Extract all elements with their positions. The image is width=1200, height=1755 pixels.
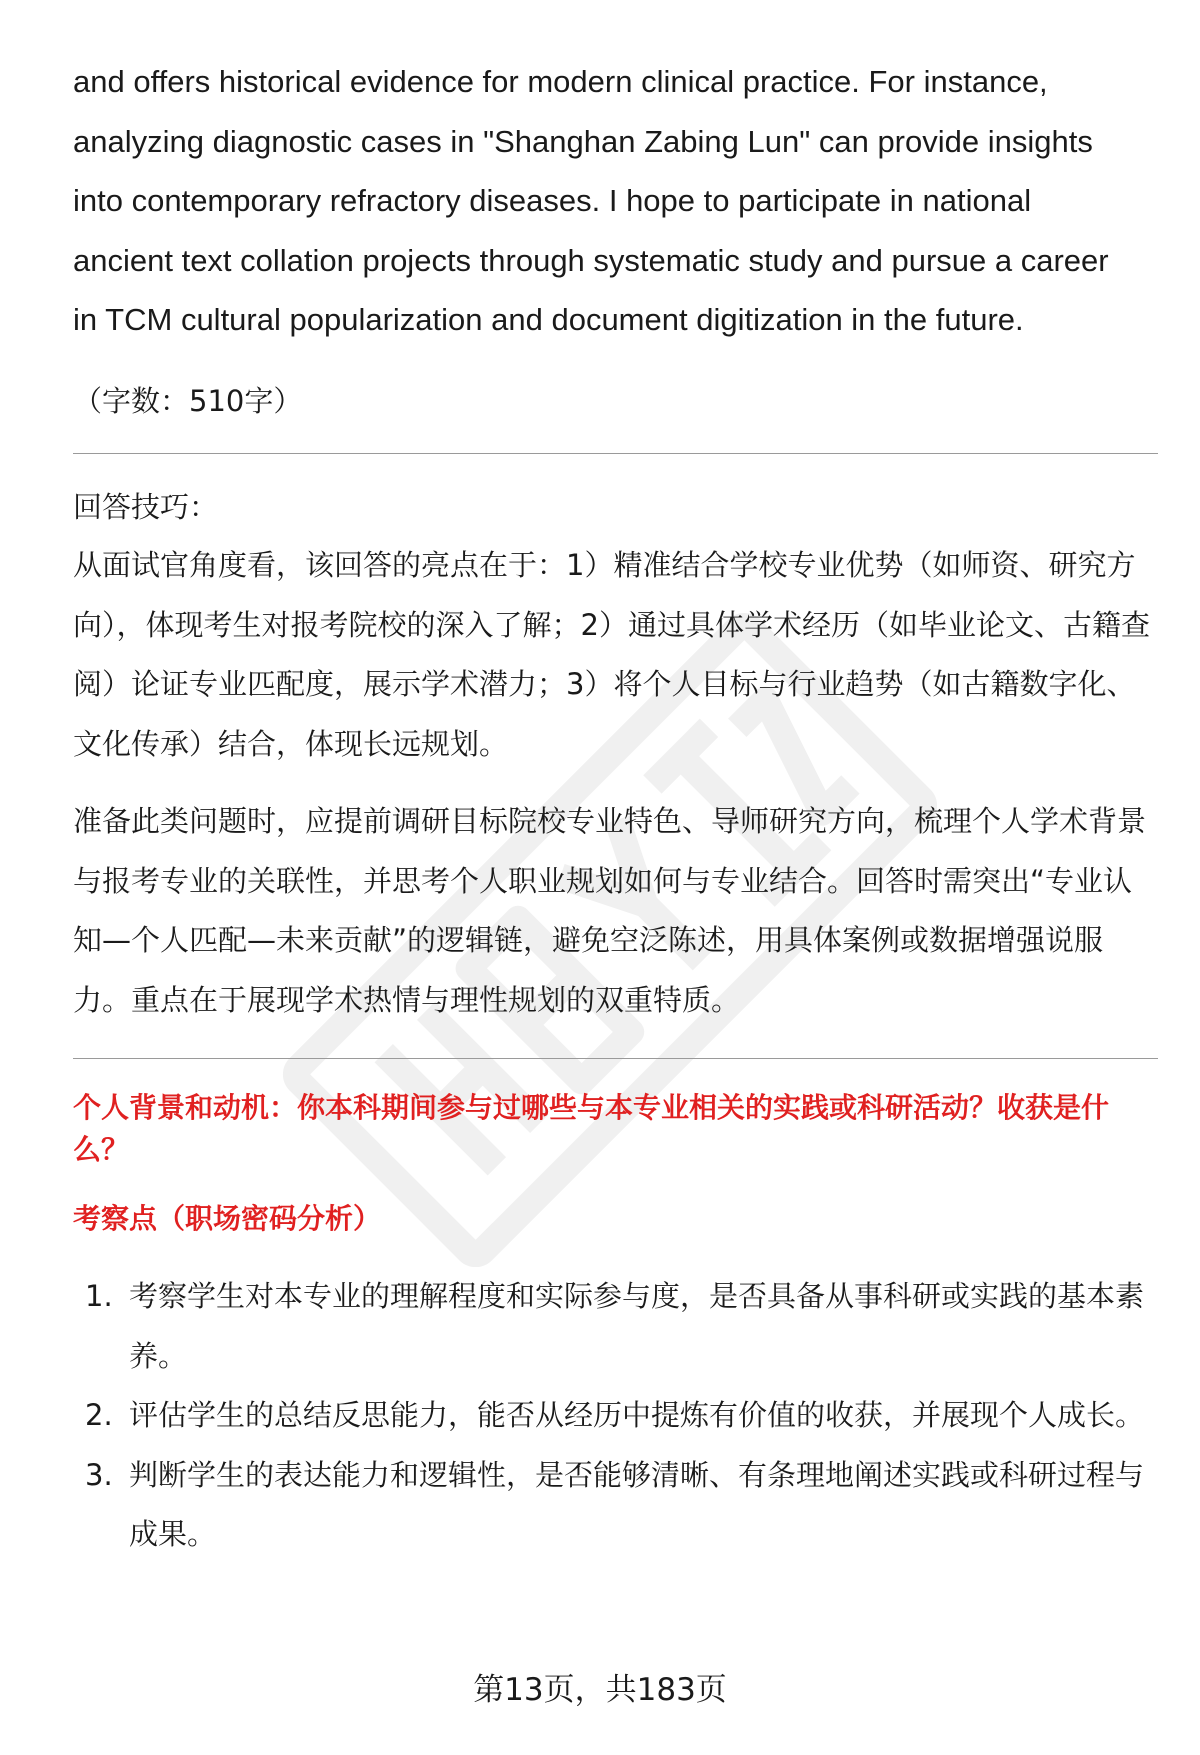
page-number: 第13页，共183页 (473, 1672, 727, 1708)
list-item-number: 2. (85, 1398, 113, 1432)
list-item (73, 1267, 1158, 1386)
list-item-number: 3. (85, 1457, 113, 1492)
question-title: 个人背景和动机：你本科期间参与过哪些与本专业相关的实践或科研活动？收获是什么？ (73, 1091, 1110, 1166)
essay-line: in TCM cultural popularization and document digitization in the future. (73, 302, 1024, 337)
list-item-text: 评估学生的总结反思能力，能否从经历中提炼有价值的收获，并展现个人成长。 (129, 1398, 1145, 1432)
tips-preparation: 准备此类问题时，应提前调研目标院校专业特色、导师研究方向，梳理个人学术背景与报考专业的关联性，并思考个人职业规划如何与专业结合。回答时需突出“专业认知—个人匹配—未来贡献”的逻辑链，避免空泛陈述，用具体案例或数据增强说服力。重点在于展现学术热情与理性规划的双重特质。 (73, 804, 1147, 1017)
word-count: （字数：510字） (73, 383, 303, 418)
list-item (73, 1386, 1158, 1446)
tips-label: 回答技巧： (73, 490, 219, 524)
assessment-points-list (73, 1267, 1158, 1565)
essay-line: analyzing diagnostic cases in "Shanghan Zabing Lun" can provide insights (73, 123, 1093, 159)
question-subheading: 考察点（职场密码分析） (73, 1202, 382, 1235)
list-item (73, 1446, 1158, 1565)
divider (73, 1058, 1158, 1059)
essay-line: into contemporary refractory diseases. I hope to participate in national (73, 183, 1032, 218)
divider (73, 453, 1158, 454)
tips-highlights: 从面试官角度看，该回答的亮点在于：1）精准结合学校专业优势（如师资、研究方向），体现考生对报考院校的深入了解；2）通过具体学术经历（如毕业论文、古籍查阅）论证专业匹配度，展示学术潜力；3）将个人目标与行业趋势（如古籍数字化、文化传承）结合，体现长远规划。 (73, 548, 1150, 761)
essay-text (73, 52, 1158, 350)
essay-line: ancient text collation projects through systematic study and pursue a career (73, 242, 1109, 278)
list-item-number: 1. (85, 1279, 113, 1313)
page-content (73, 52, 1158, 1565)
essay-line: and offers historical evidence for modern clinical practice. For instance, (73, 64, 1048, 99)
list-item-text: 判断学生的表达能力和逻辑性，是否能够清晰、有条理地阐述实践或科研过程与成果。 (129, 1457, 1145, 1551)
list-item-text: 考察学生对本专业的理解程度和实际参与度，是否具备从事科研或实践的基本素养。 (129, 1279, 1145, 1373)
